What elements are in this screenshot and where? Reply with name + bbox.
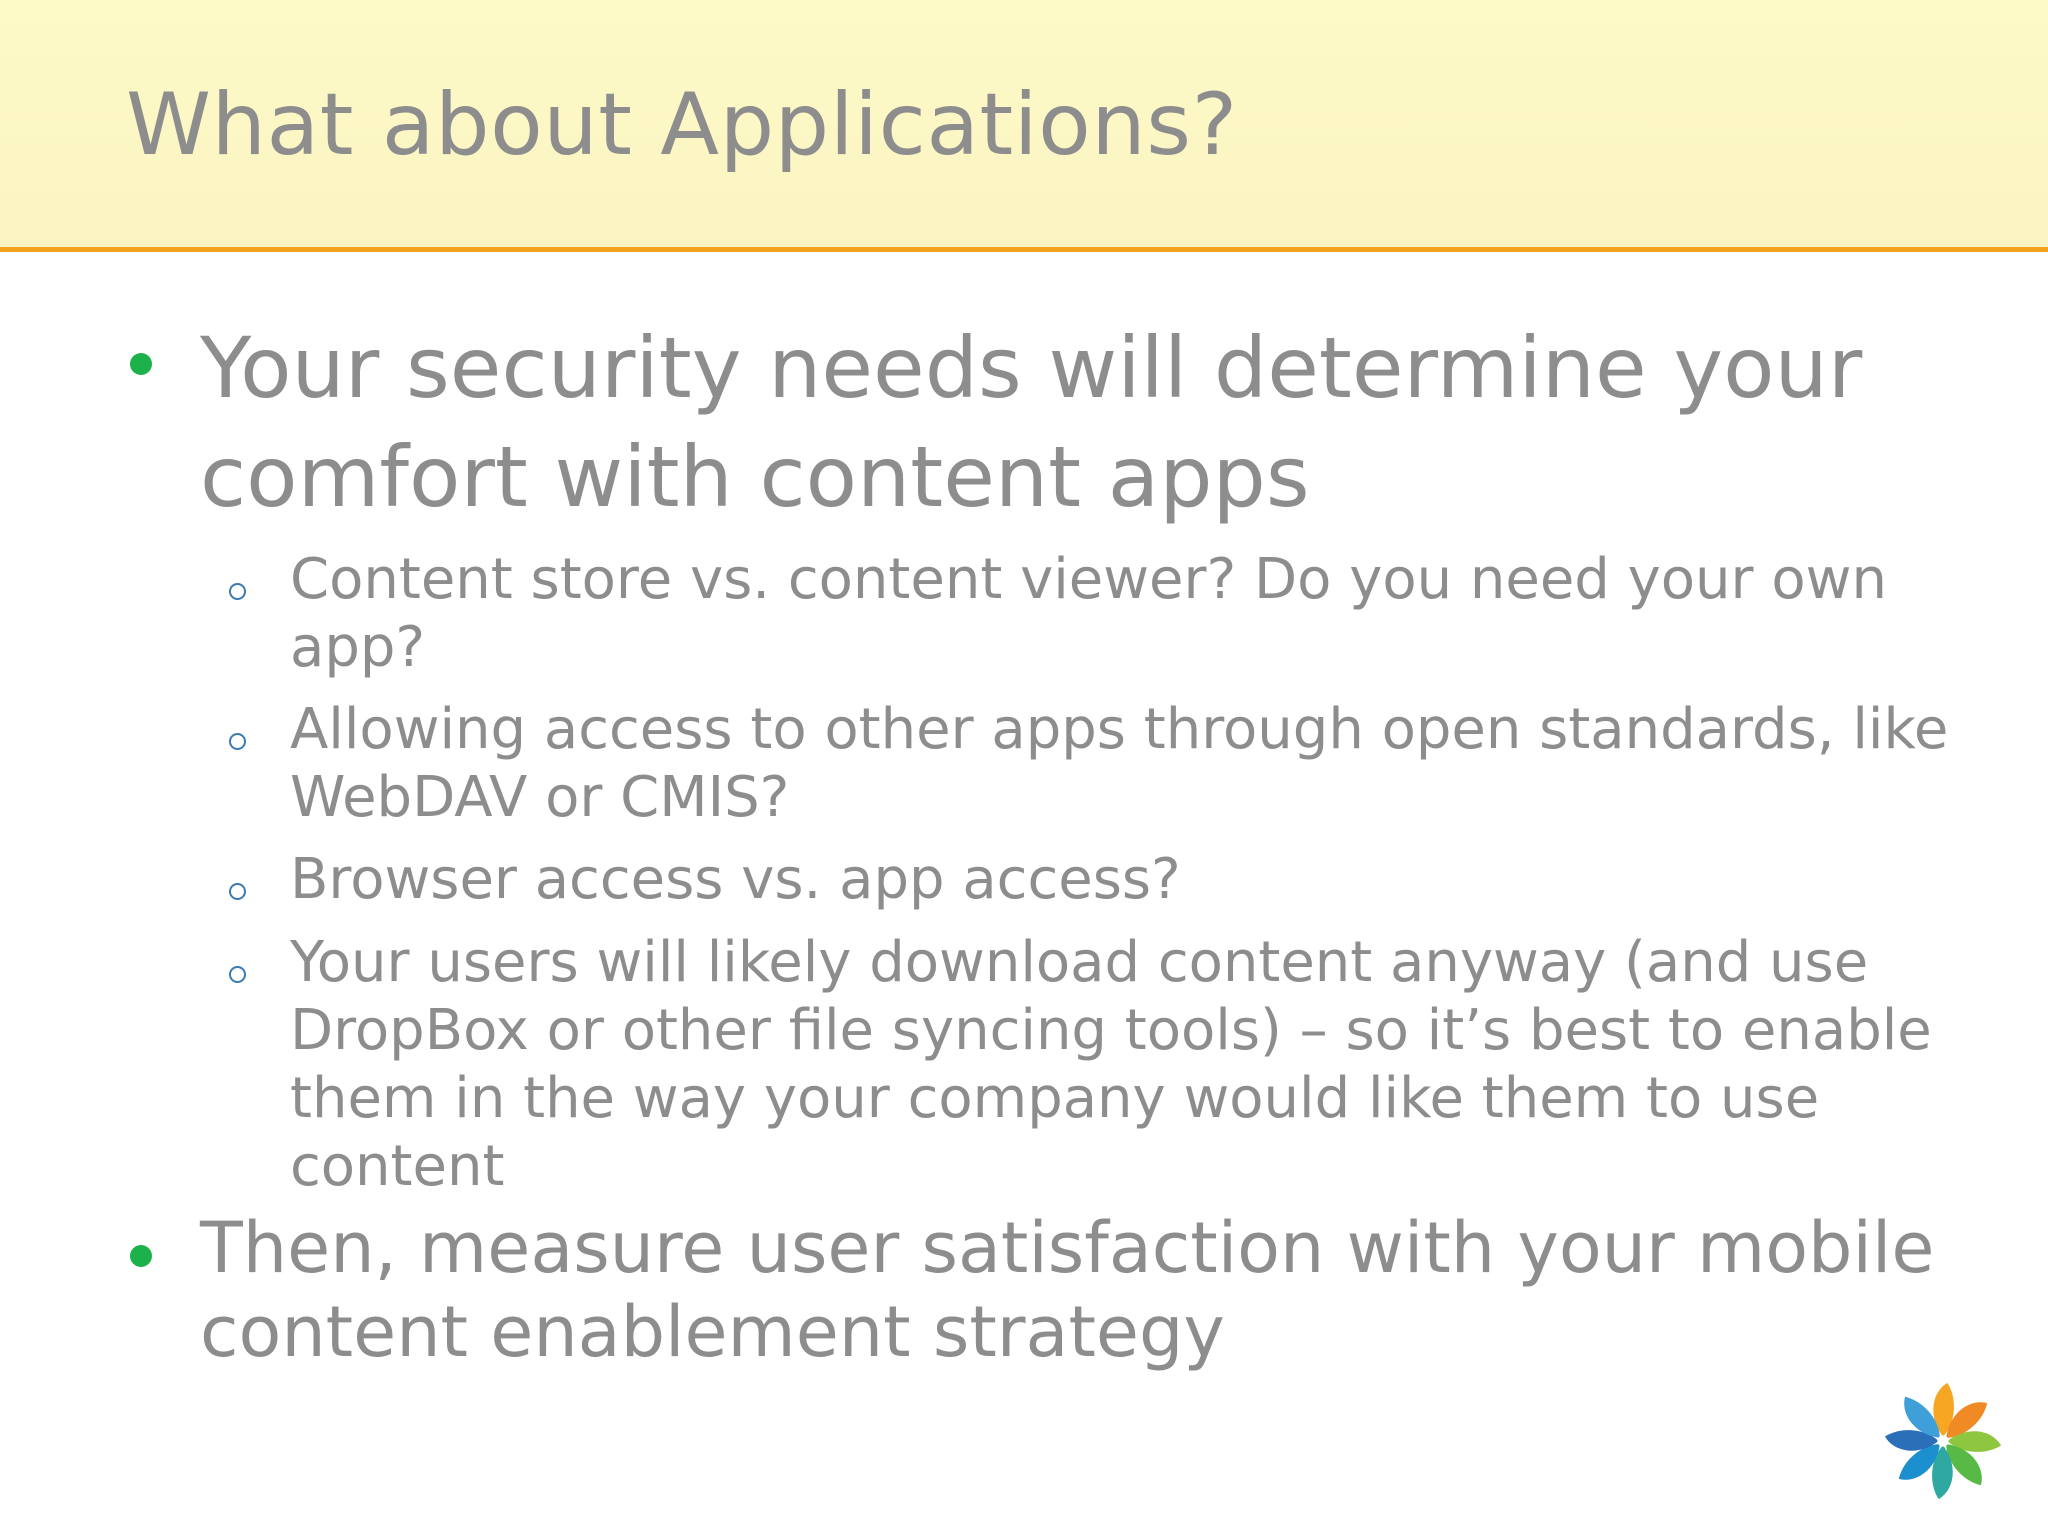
sub-bullet-item: Content store vs. content viewer? Do you need your own app? — [290, 547, 1887, 680]
bullet-dot-icon — [130, 1245, 152, 1267]
sub-bullet-circle-icon — [229, 966, 246, 983]
flower-logo-icon — [1876, 1374, 2010, 1508]
sub-bullet-item: Allowing access to other apps through open standards, like WebDAV or CMIS? — [290, 697, 1949, 830]
sub-bullet-item: Your users will likely download content anyway (and use DropBox or other file syncing tools) – so it’s best to enable them in the way your company would like them to use content — [290, 930, 1932, 1199]
sub-bullet-circle-icon — [229, 883, 246, 900]
bullet-dot-icon — [130, 353, 152, 375]
bullet-item: Then, measure user satisfaction with your mobile content enablement strategy — [200, 1207, 1935, 1373]
bullet-item: Your security needs will determine your comfort with content apps — [200, 319, 1863, 526]
sub-bullet-circle-icon — [229, 733, 246, 750]
slide-title: What about Applications? — [126, 75, 1238, 175]
sub-bullet-circle-icon — [229, 583, 246, 600]
sub-bullet-item: Browser access vs. app access? — [290, 847, 1181, 912]
